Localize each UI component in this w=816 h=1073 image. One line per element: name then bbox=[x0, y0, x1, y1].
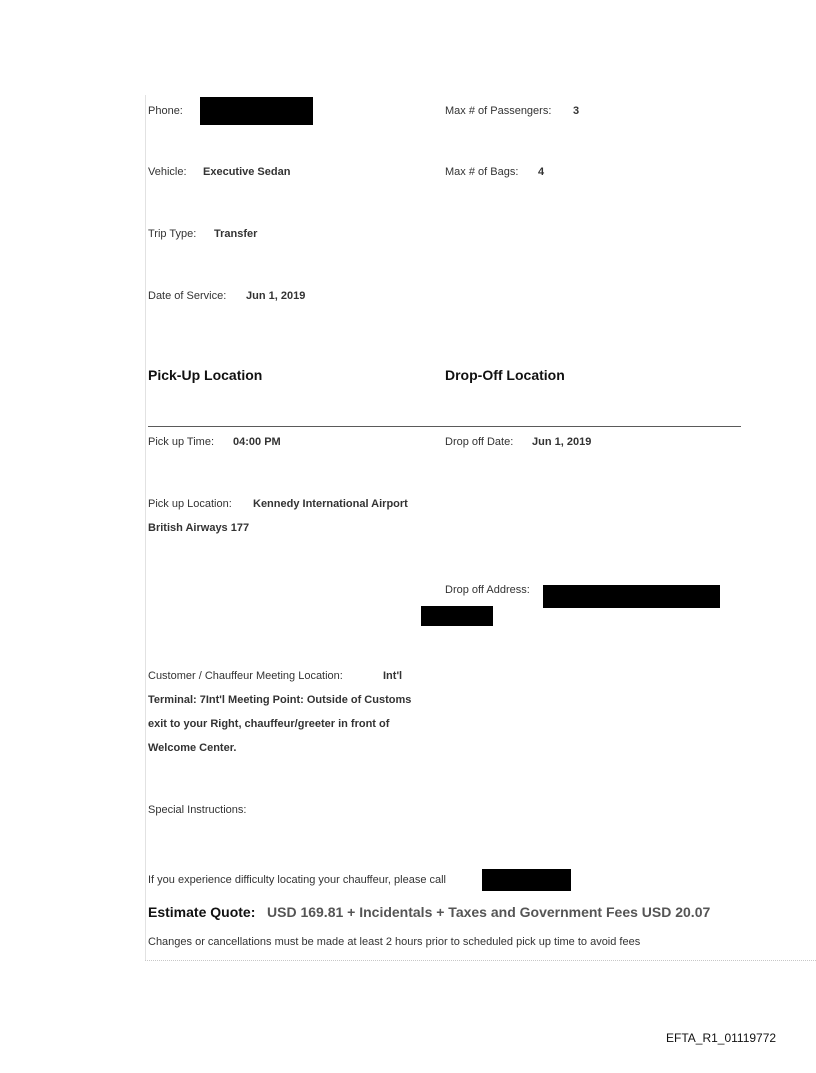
pickup-location-header: Pick-Up Location bbox=[148, 367, 263, 383]
dropoff-date-value: Jun 1, 2019 bbox=[532, 436, 592, 448]
max-bags-value: 4 bbox=[538, 166, 545, 178]
date-of-service-value: Jun 1, 2019 bbox=[246, 290, 306, 302]
pickup-time-label: Pick up Time: bbox=[148, 436, 215, 448]
pickup-time-value: 04:00 PM bbox=[233, 436, 281, 448]
max-passengers-value: 3 bbox=[573, 105, 580, 117]
trip-type-label: Trip Type: bbox=[148, 228, 197, 240]
trip-type-value: Transfer bbox=[214, 228, 258, 240]
phone-label: Phone: bbox=[148, 105, 183, 117]
vehicle-label: Vehicle: bbox=[148, 166, 187, 178]
left-margin-line bbox=[145, 95, 146, 961]
max-bags-label: Max # of Bags: bbox=[445, 166, 519, 178]
dropoff-date-label: Drop off Date: bbox=[445, 436, 514, 448]
meeting-location-line4: Welcome Center. bbox=[148, 742, 237, 754]
vehicle-value: Executive Sedan bbox=[203, 166, 291, 178]
estimate-quote-label: Estimate Quote: bbox=[148, 904, 256, 920]
meeting-location-line2: Terminal: 7Int'l Meeting Point: Outside of Customs bbox=[148, 694, 412, 706]
dropoff-address-label: Drop off Address: bbox=[445, 584, 530, 596]
date-of-service-label: Date of Service: bbox=[148, 290, 227, 302]
meeting-location-value: Int'l bbox=[383, 670, 403, 682]
cancellation-policy-text: Changes or cancellations must be made at least 2 hours prior to scheduled pick up time to avoid fees bbox=[148, 936, 641, 948]
dropoff-address-redaction bbox=[543, 585, 720, 608]
max-passengers-label: Max # of Passengers: bbox=[445, 105, 552, 117]
document-id: EFTA_R1_01119772 bbox=[666, 1031, 777, 1045]
pickup-location-value: Kennedy International Airport bbox=[253, 498, 408, 510]
difficulty-text: If you experience difficulty locating your chauffeur, please call bbox=[148, 874, 446, 886]
contact-phone-redaction bbox=[482, 869, 571, 891]
pickup-location-flight: British Airways 177 bbox=[148, 522, 250, 534]
bottom-dotted-border bbox=[145, 960, 816, 961]
dropoff-location-header: Drop-Off Location bbox=[445, 367, 565, 383]
estimate-quote-value: USD 169.81 + Incidentals + Taxes and Government Fees USD 20.07 bbox=[267, 904, 711, 920]
pickup-location-label: Pick up Location: bbox=[148, 498, 232, 510]
meeting-location-line3: exit to your Right, chauffeur/greeter in front of bbox=[148, 718, 390, 730]
section-divider bbox=[148, 426, 741, 427]
dropoff-address-redaction-2 bbox=[421, 606, 493, 626]
special-instructions-label: Special Instructions: bbox=[148, 804, 247, 816]
meeting-location-label: Customer / Chauffeur Meeting Location: bbox=[148, 670, 343, 682]
phone-redaction bbox=[200, 97, 313, 125]
